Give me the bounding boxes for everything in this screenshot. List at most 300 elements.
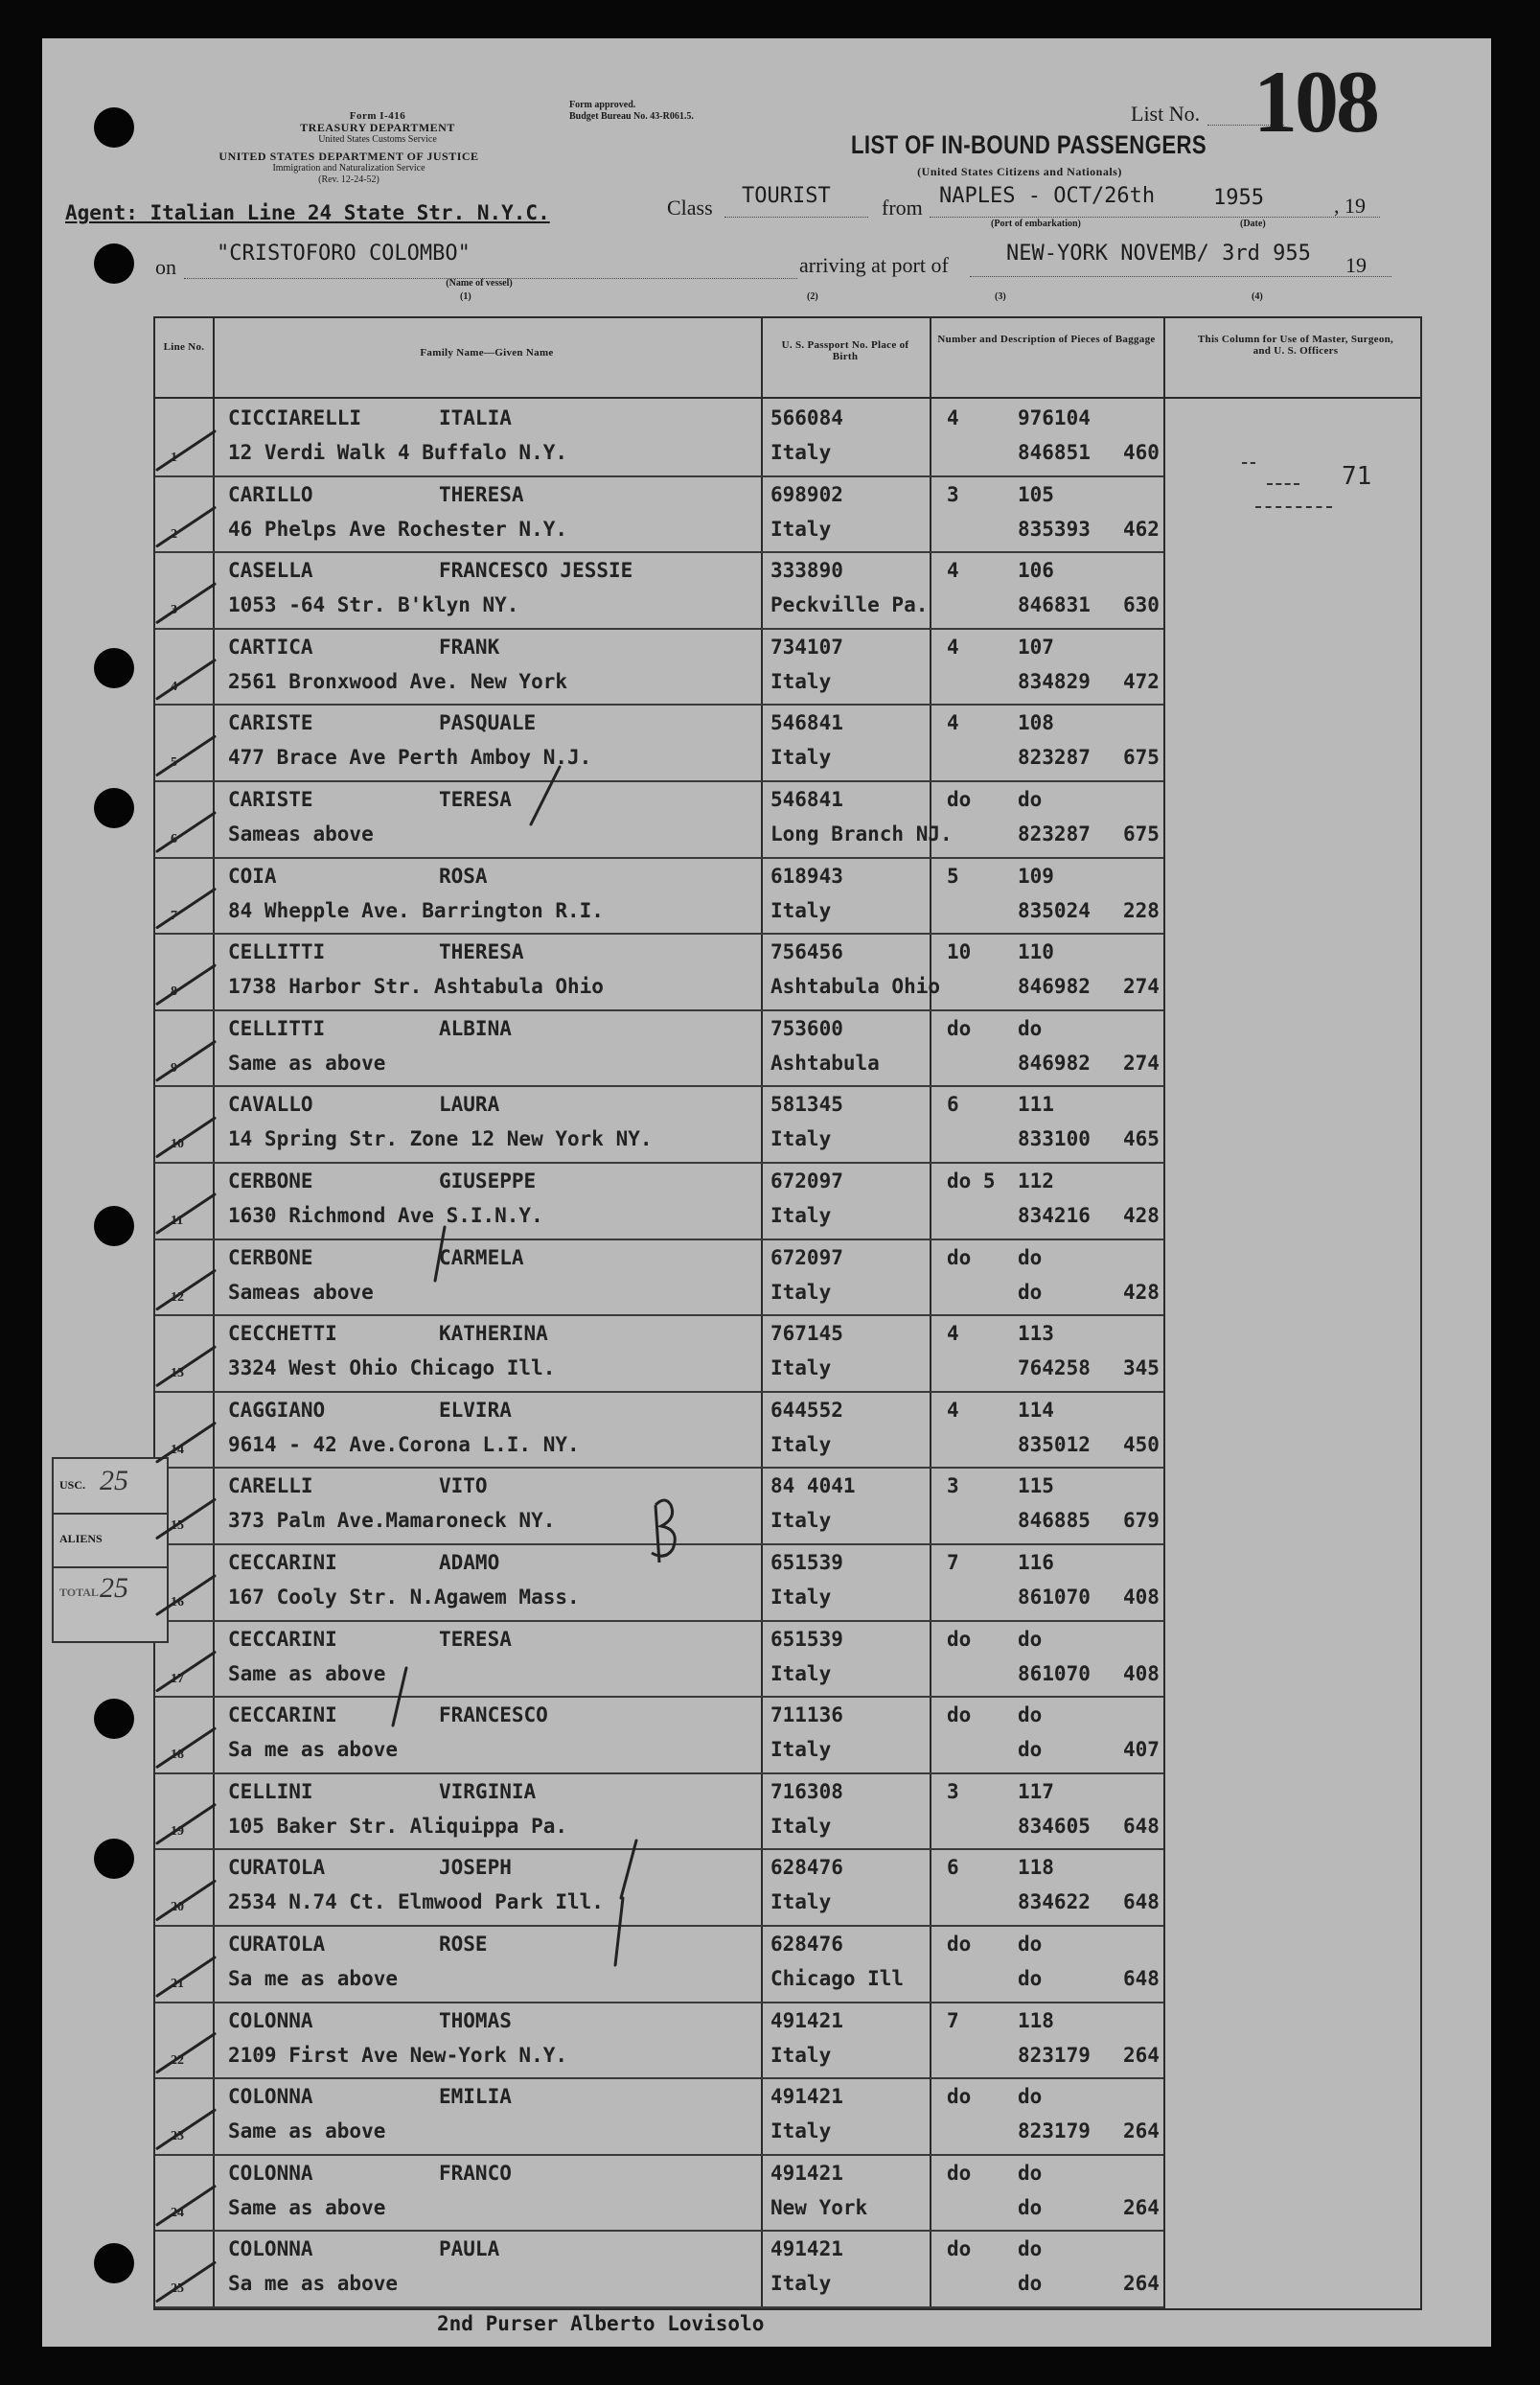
family-name: CERBONE [228,1169,313,1192]
address: 12 Verdi Walk 4 Buffalo N.Y. [228,441,568,464]
passport-number: 716308 [770,1779,843,1803]
address: 1738 Harbor Str. Ashtabula Ohio [228,975,604,999]
table-row [155,1314,1163,1393]
birthplace: Italy [770,1814,832,1838]
baggage-number: 861070 [1018,1661,1091,1685]
baggage-pieces: do [947,1627,972,1651]
baggage-number: 823179 [1018,2043,1091,2067]
baggage-pieces: 7 [947,1551,959,1574]
passport-number: 491421 [770,2085,843,2109]
list-no-label: List No. [1131,102,1201,126]
baggage-pieces: do [947,1245,972,1269]
passport-number: 84 4041 [770,1474,856,1498]
given-name: ADAMO [439,1551,500,1574]
baggage-number: 823287 [1018,822,1091,845]
from-value: NAPLES - OCT/26th [939,184,1156,208]
passport-number: 581345 [770,1093,843,1117]
baggage-pieces: do [947,788,972,811]
birthplace: Italy [770,898,832,922]
address: 14 Spring Str. Zone 12 New York NY. [228,1127,653,1151]
class-label: Class [667,196,713,220]
baggage-code: 648 [1123,1814,1160,1838]
baggage-code: 428 [1123,1280,1160,1304]
given-name: EMILIA [439,2085,512,2109]
baggage-number: 835024 [1018,898,1091,922]
baggage-tag: 114 [1018,1398,1054,1422]
table-row [155,1696,1163,1774]
given-name: FRANCESCO [439,1703,548,1727]
table-row [155,1848,1163,1927]
given-name: FRANCESCO JESSIE [439,559,633,583]
family-name: CURATOLA [228,1856,326,1880]
baggage-tag: 976104 [1018,406,1091,429]
baggage-code: 408 [1123,1661,1160,1685]
baggage-number: do [1018,1738,1043,1762]
given-name: ROSE [439,1933,488,1956]
baggage-pieces: 7 [947,2008,959,2032]
baggage-pieces: 3 [947,1474,959,1498]
passenger-table [153,316,1422,2310]
given-name: ITALIA [439,406,512,429]
baggage-pieces: 4 [947,1398,959,1422]
line-number: 8 [171,984,177,1000]
given-name: PASQUALE [439,711,537,735]
passport-number: 711136 [770,1703,843,1727]
baggage-code: 675 [1123,746,1160,770]
col-header-line: Line No. [163,341,205,353]
caption-3: (3) [995,291,1006,302]
family-name: CARISTE [228,711,313,735]
vessel-caption: (Name of vessel) [446,278,513,289]
given-name: LAURA [439,1093,500,1117]
baggage-number: 834622 [1018,1890,1091,1914]
address: Sa me as above [228,1967,399,1990]
dept-immigration: Immigration and Naturalization Service [272,163,425,174]
baggage-number: 861070 [1018,1586,1091,1609]
line-number: 19 [171,1823,184,1839]
dept-treasury: TREASURY DEPARTMENT [300,121,455,134]
baggage-pieces: 10 [947,940,972,964]
birthplace: Chicago Ill [770,1967,905,1990]
birthplace: Italy [770,669,832,693]
line-number: 25 [171,2281,184,2297]
birthplace: Italy [770,1356,832,1380]
baggage-number: 823179 [1018,2119,1091,2143]
birthplace: New York [770,2195,868,2219]
family-name: COLONNA [228,2085,313,2109]
birthplace: Italy [770,1890,832,1914]
on-label: on [155,255,176,279]
baggage-tag: 110 [1018,940,1054,964]
stamp-usc-value: 25 [100,1465,128,1496]
col-header-baggage: Number and Description of Pieces of Baggage [937,334,1156,345]
birthplace: Italy [770,2043,832,2067]
table-row [155,2230,1163,2308]
given-name: VITO [439,1474,488,1498]
family-name: CECCARINI [228,1627,337,1651]
baggage-pieces: 5 [947,864,959,888]
line-number: 4 [171,679,177,694]
arriving-label: arriving at port of [799,253,949,277]
table-row [155,933,1163,1011]
given-name: GIUSEPPE [439,1169,537,1192]
punch-hole [94,243,134,284]
table-row [155,1009,1163,1088]
birthplace: Italy [770,1127,832,1151]
form-approved: Form approved. [569,100,636,110]
baggage-tag: 105 [1018,482,1054,506]
family-name: CARELLI [228,1474,313,1498]
address: 3324 West Ohio Chicago Ill. [228,1356,556,1380]
baggage-tag: do [1018,1703,1043,1727]
line-number: 14 [171,1442,184,1457]
address: 1053 -64 Str. B'klyn NY. [228,593,519,617]
baggage-number: 833100 [1018,1127,1091,1151]
given-name: JOSEPH [439,1856,512,1880]
baggage-number: 834605 [1018,1814,1091,1838]
baggage-code: 274 [1123,1051,1160,1075]
passport-number: 767145 [770,1322,843,1346]
arrival-value: NEW-YORK NOVEMB/ 3rd 955 [1006,242,1311,266]
baggage-code: 428 [1123,1204,1160,1227]
stamp-total-value: 25 [100,1572,128,1604]
baggage-pieces: do [947,1703,972,1727]
class-value: TOURIST [742,184,831,208]
baggage-pieces: 4 [947,559,959,583]
line-number: 11 [171,1214,184,1228]
baggage-code: 630 [1123,593,1160,617]
family-name: CECCARINI [228,1703,337,1727]
baggage-code: 465 [1123,1127,1160,1151]
punch-hole [94,1699,134,1739]
baggage-number: 846851 [1018,441,1091,464]
address: Same as above [228,2195,386,2219]
baggage-number: 846982 [1018,1051,1091,1075]
table-row [155,1467,1163,1545]
baggage-number: 835393 [1018,517,1091,541]
family-name: CAVALLO [228,1093,313,1117]
baggage-number: do [1018,1280,1043,1304]
line-number: 23 [171,2129,184,2144]
line-number: 20 [171,1900,184,1915]
stamp-total-label: TOTAL [59,1586,99,1599]
passport-number: 651539 [770,1551,843,1574]
officer-note: 71 [1342,462,1372,491]
punch-hole [94,788,134,828]
baggage-number: 834829 [1018,669,1091,693]
family-name: CARTICA [228,635,313,659]
passport-number: 618943 [770,864,843,888]
birthplace: Italy [770,1204,832,1227]
address: Sameas above [228,822,374,845]
baggage-code: 472 [1123,669,1160,693]
line-number: 12 [171,1289,184,1305]
line-number: 13 [171,1366,184,1381]
agent-line: Agent: Italian Line 24 State Str. N.Y.C. [65,201,550,224]
passport-number: 491421 [770,2237,843,2261]
table-row [155,1620,1163,1699]
family-name: CASELLA [228,559,313,583]
family-name: COLONNA [228,2161,313,2185]
caption-4: (4) [1252,291,1263,302]
birthplace: Long Branch NJ. [770,822,953,845]
baggage-code: 450 [1123,1432,1160,1456]
baggage-pieces: do 5 [947,1169,996,1192]
baggage-pieces: 6 [947,1856,959,1880]
family-name: CURATOLA [228,1933,326,1956]
birthplace: Italy [770,1738,832,1762]
baggage-code: 408 [1123,1586,1160,1609]
address: 477 Brace Ave Perth Amboy N.J. [228,746,592,770]
punch-hole [94,1839,134,1879]
baggage-pieces: do [947,2237,972,2261]
baggage-pieces: do [947,2161,972,2185]
passport-number: 628476 [770,1856,843,1880]
baggage-tag: 107 [1018,635,1054,659]
punch-hole [94,107,134,148]
given-name: CARMELA [439,1245,524,1269]
baggage-tag: 106 [1018,559,1054,583]
dept-justice: UNITED STATES DEPARTMENT OF JUSTICE [218,150,479,163]
table-row [155,2002,1163,2080]
passport-number: 491421 [770,2008,843,2032]
address: 46 Phelps Ave Rochester N.Y. [228,517,568,541]
passport-number: 628476 [770,1933,843,1956]
baggage-tag: 113 [1018,1322,1054,1346]
date-caption: (Date) [1240,219,1266,229]
family-name: CECCHETTI [228,1322,337,1346]
baggage-pieces: do [947,2085,972,2109]
baggage-number: 846885 [1018,1509,1091,1533]
passport-number: 491421 [770,2161,843,2185]
family-name: CERBONE [228,1245,313,1269]
address: Same as above [228,2119,386,2143]
baggage-number: do [1018,2272,1043,2296]
baggage-pieces: 6 [947,1093,959,1117]
baggage-tag: do [1018,2161,1043,2185]
birthplace: Ashtabula Ohio [770,975,941,999]
family-name: CELLITTI [228,1016,326,1040]
family-name: CECCARINI [228,1551,337,1574]
baggage-tag: do [1018,2085,1043,2109]
table-row [155,475,1163,554]
family-name: COLONNA [228,2008,313,2032]
baggage-code: 274 [1123,975,1160,999]
line-number: 22 [171,2052,184,2068]
line-number: 10 [171,1137,184,1152]
page-subtitle: (United States Citizens and Nationals) [917,165,1122,178]
family-name: CICCIARELLI [228,406,362,429]
line-number: 21 [171,1977,184,1991]
punch-hole [94,2243,134,2283]
baggage-code: 264 [1123,2195,1160,2219]
passport-number: 566084 [770,406,843,429]
address: 2534 N.74 Ct. Elmwood Park Ill. [228,1890,604,1914]
given-name: ROSA [439,864,488,888]
line-number: 7 [171,908,177,923]
table-row [155,399,1163,477]
line-number: 15 [171,1518,184,1534]
line-number: 2 [171,526,177,542]
table-row [155,2077,1163,2156]
birthplace: Italy [770,441,832,464]
baggage-code: 407 [1123,1738,1160,1762]
birthplace: Peckville Pa. [770,593,929,617]
caption-1: (1) [460,291,471,302]
address: 373 Palm Ave.Mamaroneck NY. [228,1509,556,1533]
line-number: 6 [171,832,177,846]
address: 105 Baker Str. Aliquippa Pa. [228,1814,568,1838]
passport-number: 698902 [770,482,843,506]
birthplace: Italy [770,1509,832,1533]
passport-number: 734107 [770,635,843,659]
address: 1630 Richmond Ave S.I.N.Y. [228,1204,543,1227]
line-number: 3 [171,603,177,618]
line-number: 16 [171,1595,184,1609]
baggage-tag: do [1018,788,1043,811]
baggage-code: 264 [1123,2119,1160,2143]
punch-hole [94,648,134,688]
table-row [155,1239,1163,1317]
table-row [155,1925,1163,2003]
baggage-pieces: 3 [947,482,959,506]
birthplace: Italy [770,1586,832,1609]
purser-signature: 2nd Purser Alberto Lovisolo [437,2312,765,2335]
baggage-code: 648 [1123,1890,1160,1914]
col-header-officers: This Column for Use of Master, Surgeon, and U. S. Officers [1197,334,1394,357]
address: Sameas above [228,1280,374,1304]
address: Same as above [228,1661,386,1685]
form-number: Form I-416 [349,110,406,122]
table-row [155,780,1163,859]
birthplace: Italy [770,2119,832,2143]
given-name: FRANK [439,635,500,659]
manifest-sheet [42,38,1491,2347]
baggage-tag: do [1018,1245,1043,1269]
baggage-code: 345 [1123,1356,1160,1380]
baggage-tag: do [1018,1627,1043,1651]
address: 84 Whepple Ave. Barrington R.I. [228,898,604,922]
birthplace: Italy [770,746,832,770]
dept-customs: United States Customs Service [318,134,437,145]
table-row [155,704,1163,782]
baggage-pieces: 4 [947,635,959,659]
baggage-number: do [1018,2195,1043,2219]
port-embarkation-caption: (Port of embarkation) [991,219,1081,229]
baggage-code: 264 [1123,2272,1160,2296]
table-row [155,857,1163,936]
line-number: 5 [171,755,177,771]
table-row [155,628,1163,706]
line-number: 1 [171,451,177,465]
table-row [155,1085,1163,1164]
baggage-pieces: 4 [947,1322,959,1346]
baggage-code: 264 [1123,2043,1160,2067]
table-row [155,1772,1163,1851]
punch-hole [94,1206,134,1246]
stamp-aliens-label: ALIENS [59,1532,103,1545]
address: 9614 - 42 Ave.Corona L.I. NY. [228,1432,580,1456]
given-name: ALBINA [439,1016,512,1040]
address: 2109 First Ave New-York N.Y. [228,2043,568,2067]
table-row [155,551,1163,630]
passport-number: 672097 [770,1169,843,1192]
arrival-suffix: 19 [1345,253,1367,277]
line-number: 18 [171,1748,184,1763]
col-header-passport: U. S. Passport No. Place of Birth [781,339,909,362]
family-name: CAGGIANO [228,1398,326,1422]
baggage-pieces: do [947,1016,972,1040]
passport-number: 546841 [770,711,843,735]
given-name: FRANCO [439,2161,512,2185]
baggage-code: 462 [1123,517,1160,541]
address: Same as above [228,1051,386,1075]
given-name: TERESA [439,788,512,811]
baggage-tag: do [1018,1933,1043,1956]
passport-number: 756456 [770,940,843,964]
budget-bureau: Budget Bureau No. 43-R061.5. [569,111,694,122]
baggage-code: 648 [1123,1967,1160,1990]
birthplace: Ashtabula [770,1051,880,1075]
baggage-tag: 111 [1018,1093,1054,1117]
baggage-pieces: 4 [947,406,959,429]
family-name: COIA [228,864,277,888]
birthplace: Italy [770,1661,832,1685]
birthplace: Italy [770,2272,832,2296]
line-number: 17 [171,1671,184,1686]
baggage-number: 764258 [1018,1356,1091,1380]
from-year: 1955 [1213,186,1264,210]
baggage-code: 228 [1123,898,1160,922]
baggage-tag: do [1018,1016,1043,1040]
passport-number: 672097 [770,1245,843,1269]
passport-number: 644552 [770,1398,843,1422]
passport-number: 753600 [770,1016,843,1040]
table-row [155,1543,1163,1622]
line-number: 9 [171,1060,177,1076]
caption-2: (2) [807,291,818,302]
baggage-number: 834216 [1018,1204,1091,1227]
given-name: THERESA [439,482,524,506]
table-row [155,2154,1163,2233]
baggage-number: 835012 [1018,1432,1091,1456]
birthplace: Italy [770,517,832,541]
table-row [155,1162,1163,1240]
tally-stamp [52,1457,169,1643]
family-name: CELLITTI [228,940,326,964]
given-name: KATHERINA [439,1322,548,1346]
baggage-tag: 117 [1018,1779,1054,1803]
vessel-name: "CRISTOFORO COLOMBO" [217,242,471,266]
baggage-number: 846982 [1018,975,1091,999]
given-name: PAULA [439,2237,500,2261]
baggage-tag: do [1018,2237,1043,2261]
given-name: THERESA [439,940,524,964]
baggage-tag: 116 [1018,1551,1054,1574]
baggage-tag: 108 [1018,711,1054,735]
baggage-code: 679 [1123,1509,1160,1533]
given-name: THOMAS [439,2008,512,2032]
from-suffix: , 19 [1334,194,1366,218]
page-title: LIST OF IN-BOUND PASSENGERS [851,130,1207,159]
passport-number: 333890 [770,559,843,583]
baggage-pieces: 4 [947,711,959,735]
from-label: from [882,196,923,220]
line-number: 24 [171,2205,184,2220]
address: 2561 Bronxwood Ave. New York [228,669,568,693]
baggage-pieces: do [947,1933,972,1956]
baggage-number: 846831 [1018,593,1091,617]
